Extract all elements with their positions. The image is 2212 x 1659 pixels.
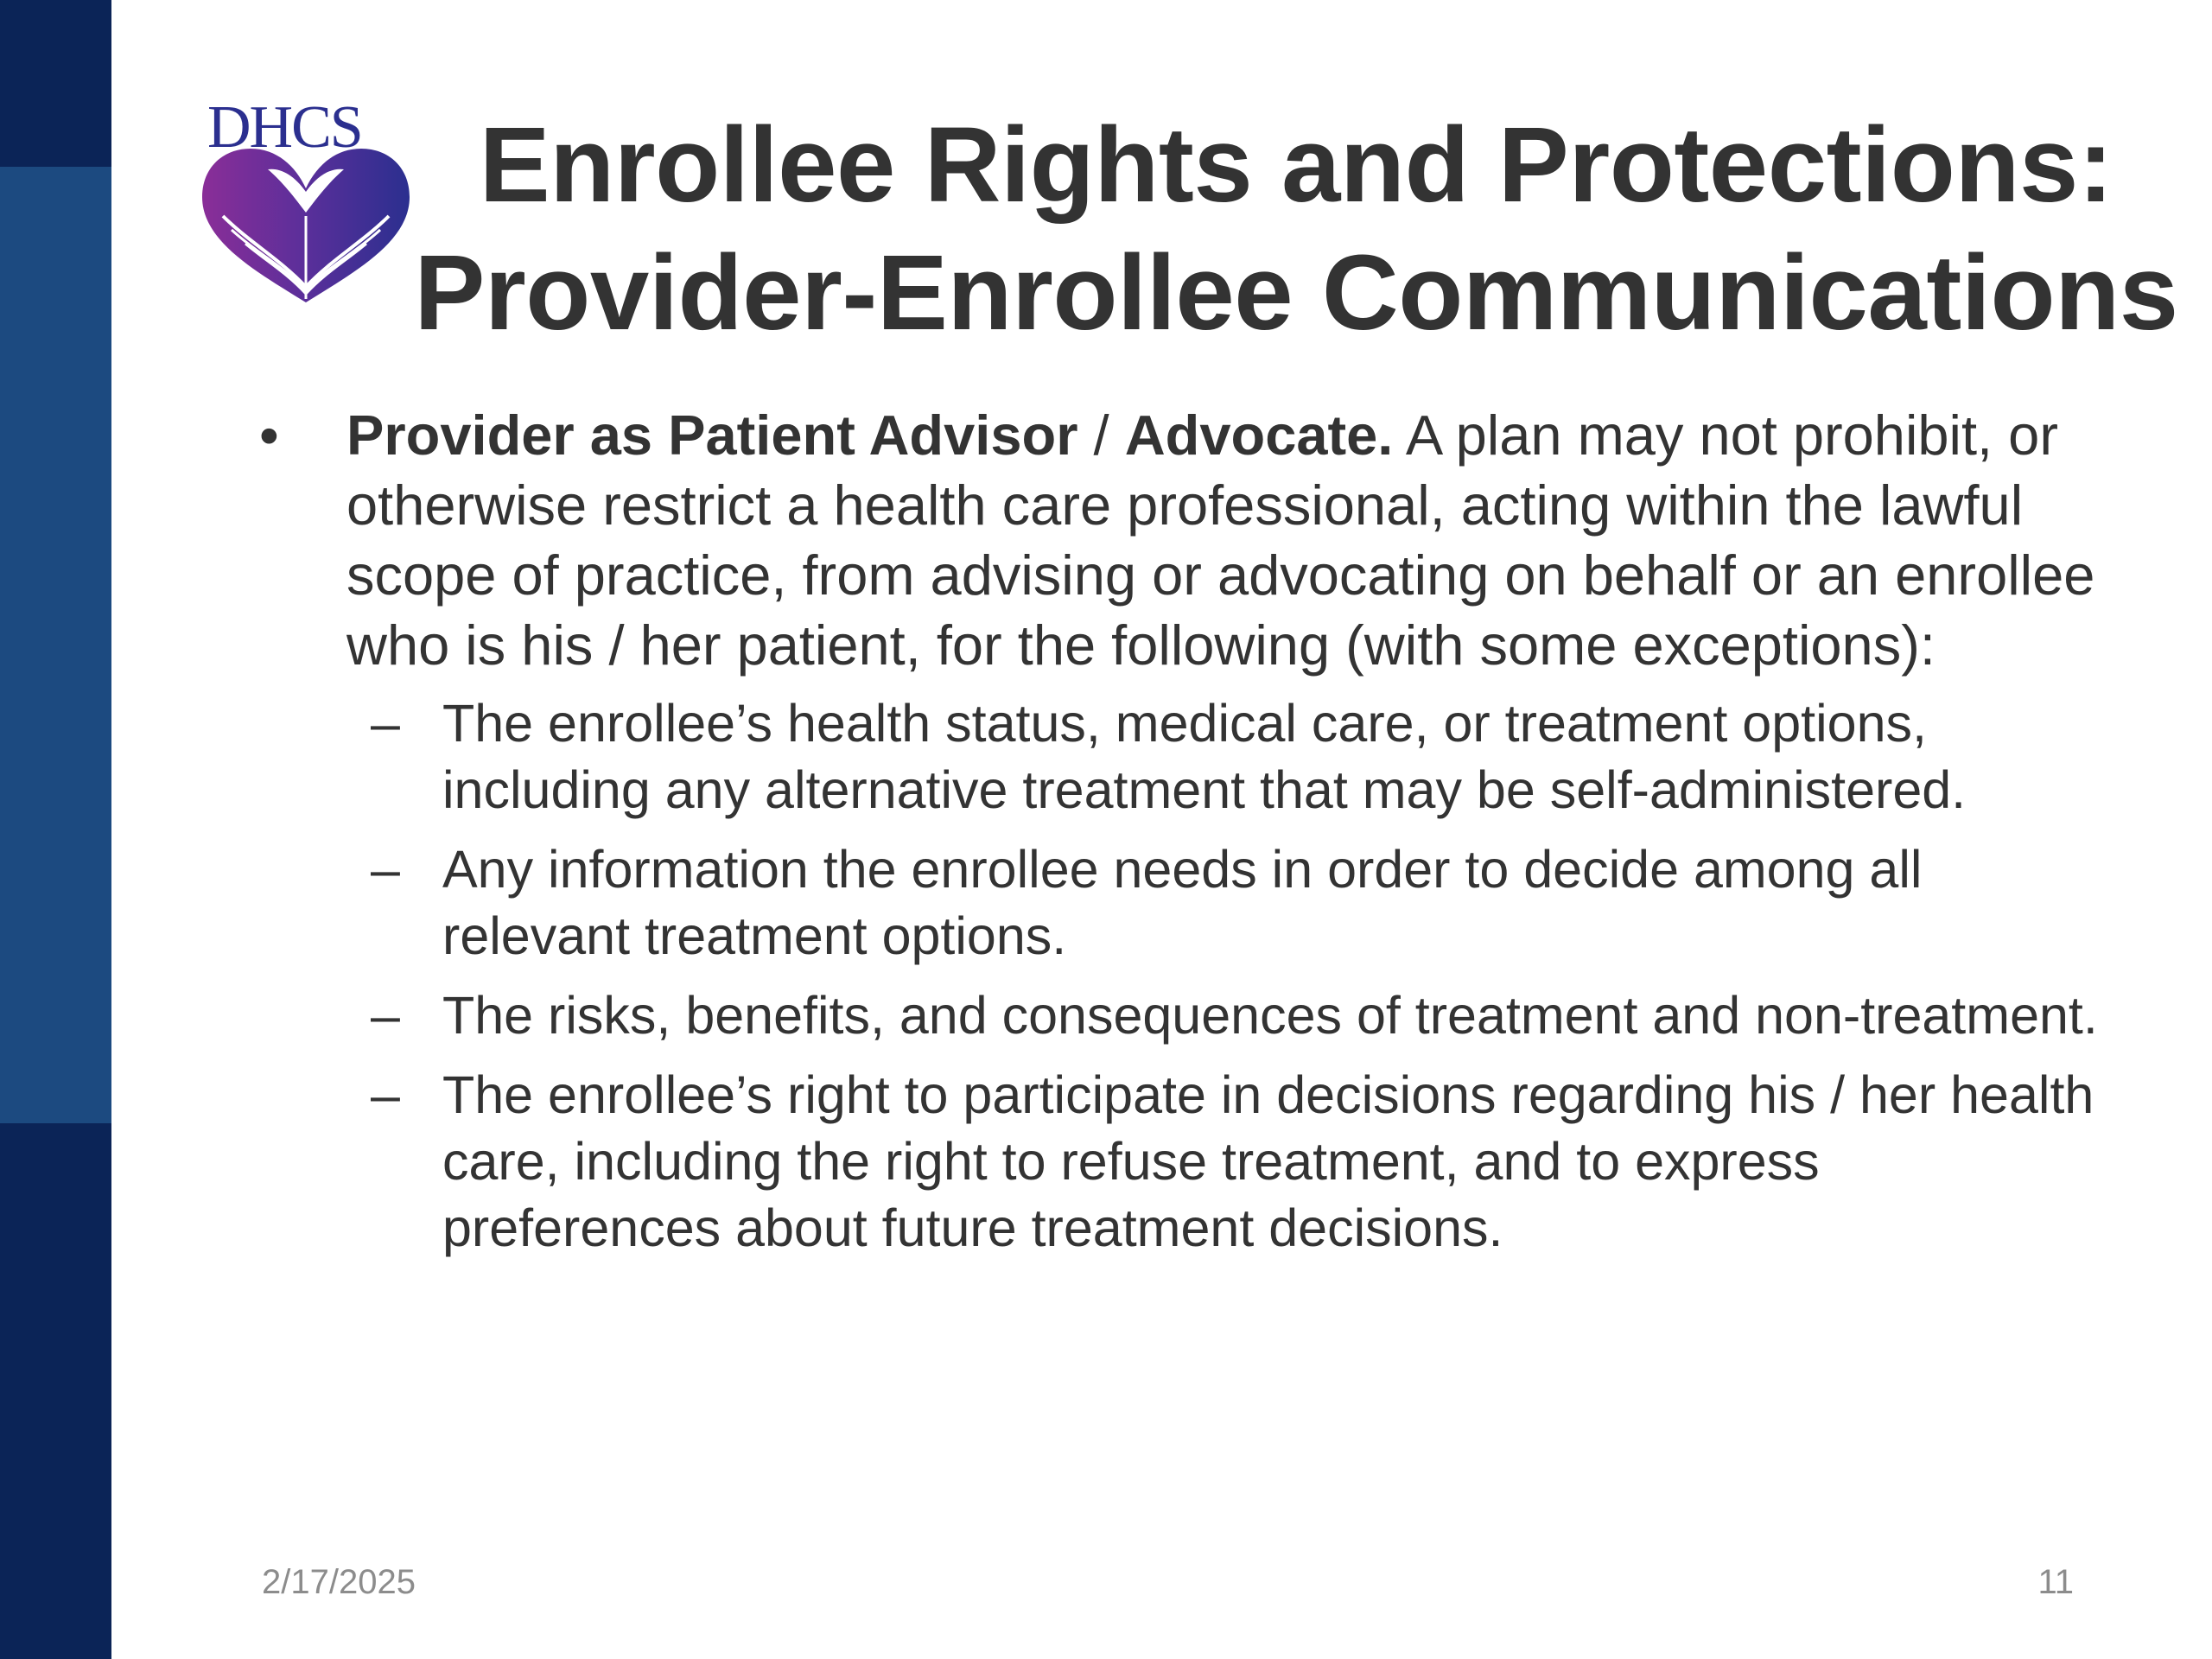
bullet-heading-part-1: Provider as Patient Advisor [346, 404, 1078, 467]
sub-bullet-list [259, 690, 2108, 1262]
sub-bullet-text: The enrollee’s health status, medical care, or treatment options, including any alternative treatment that may be self-administered. [442, 694, 1967, 819]
heart-hands-icon [202, 149, 410, 302]
sub-bullet-marker: – [371, 986, 400, 1045]
logo-text: DHCS [207, 95, 362, 161]
slide-title-line-2: Provider-Enrollee Communications [414, 234, 2178, 353]
left-sidebar-accent [0, 167, 111, 1123]
bullet-marker: • [259, 404, 279, 467]
sub-bullet-text: The enrollee’s right to participate in decisions regarding his / her health care, including the right to refuse treatment, and to express preferences about future treatment decisions. [442, 1065, 2094, 1257]
slide-body [259, 400, 2108, 1274]
bullet-heading-separator: / [1077, 404, 1125, 467]
slide-title [406, 102, 2186, 358]
slide-number: 11 [2037, 1563, 2074, 1601]
sub-bullet-item [371, 690, 2108, 823]
sub-bullet-item [371, 982, 2108, 1049]
sub-bullet-marker: – [371, 1065, 400, 1124]
bullet-text: A plan may not prohibit, or otherwise restrict a health care professional, acting within the lawful scope of practice, from advising or advocating on behalf or an enrollee who is his / her patient, for the following (with some exceptions): [346, 404, 2095, 677]
footer-date: 2/17/2025 [262, 1563, 416, 1601]
sub-bullet-marker: – [371, 840, 400, 899]
dhcs-logo [197, 95, 415, 311]
slide-title-line-1: Enrollee Rights and Protections: [479, 106, 2113, 225]
sub-bullet-text: Any information the enrollee needs in order to decide among all relevant treatment options. [442, 840, 1923, 965]
sub-bullet-item [371, 1062, 2108, 1262]
sub-bullet-item [371, 836, 2108, 969]
bullet-heading-part-2: Advocate. [1124, 404, 1394, 467]
sub-bullet-marker: – [371, 694, 400, 753]
sub-bullet-text: The risks, benefits, and consequences of treatment and non-treatment. [442, 986, 2098, 1045]
main-bullet [259, 400, 2108, 680]
